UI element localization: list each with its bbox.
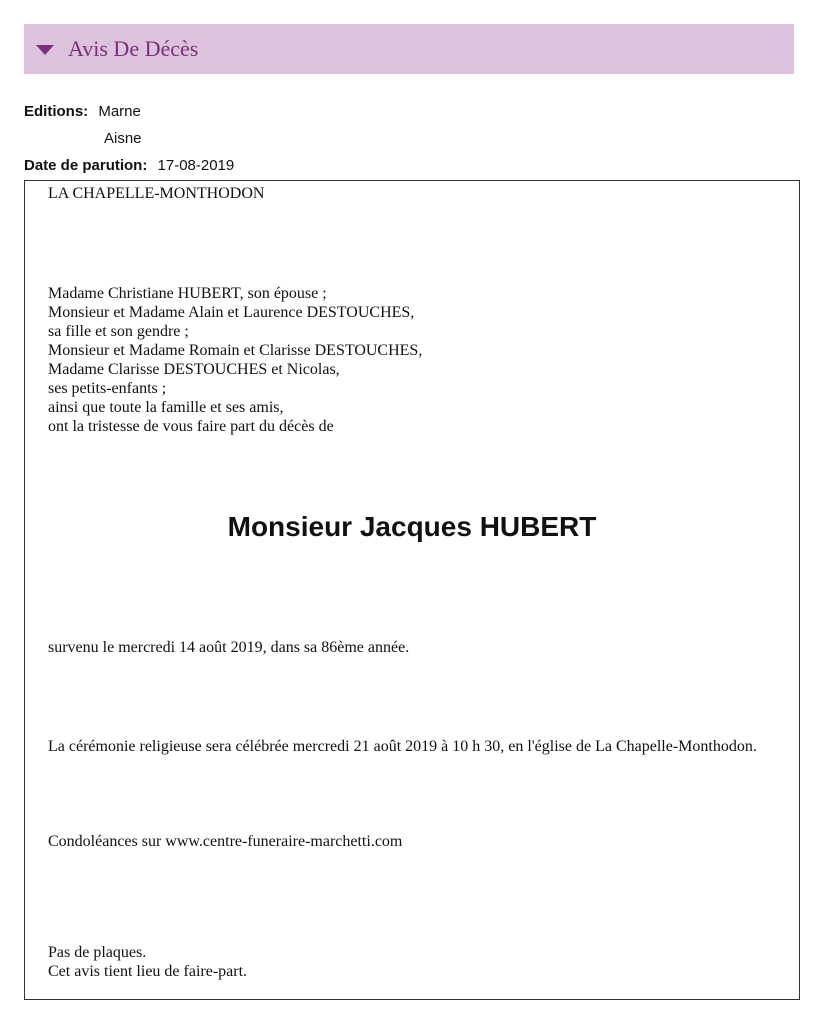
triangle-down-icon[interactable]: [36, 45, 54, 55]
obituary-notice: [24, 180, 800, 1000]
notice-condolences: Condoléances sur www.centre-funeraire-marchetti.com: [48, 833, 403, 850]
notice-ceremony: La cérémonie religieuse sera célébrée mercredi 21 août 2019 à 10 h 30, en l'église de La Chapelle-Monthodon.: [48, 738, 757, 755]
notice-death-date: survenu le mercredi 14 août 2019, dans sa 86ème année.: [48, 639, 410, 656]
section-title: Avis De Décès: [68, 36, 199, 61]
editions-label: Editions:: [24, 103, 89, 120]
edition-marne: Marne: [98, 103, 141, 120]
edition-aisne-row: [104, 130, 142, 148]
notice-family-list: Madame Christiane HUBERT, son épouse ; Monsieur et Madame Alain et Laurence DESTOUCHES, sa fille et son gendre ; Monsieur et Madame Romain et Clarisse DESTOUCHES, Madame Clarisse DESTOUCHES et Nicolas, ses petits-enfants ; ainsi que toute la famille et ses amis, ont la tristesse de vous faire part du décès de: [48, 285, 423, 435]
editions-row: [24, 103, 141, 121]
notice-place: LA CHAPELLE-MONTHODON: [48, 185, 265, 202]
notice-closing: Pas de plaques. Cet avis tient lieu de faire-part.: [48, 944, 248, 980]
section-header-avis-de-deces[interactable]: [24, 24, 794, 74]
publication-date-row: [24, 157, 234, 175]
deceased-name: Monsieur Jacques HUBERT: [227, 511, 597, 542]
publication-date-value: 17-08-2019: [157, 157, 235, 174]
edition-aisne: Aisne: [104, 130, 142, 147]
publication-date-label: Date de parution:: [24, 157, 148, 174]
